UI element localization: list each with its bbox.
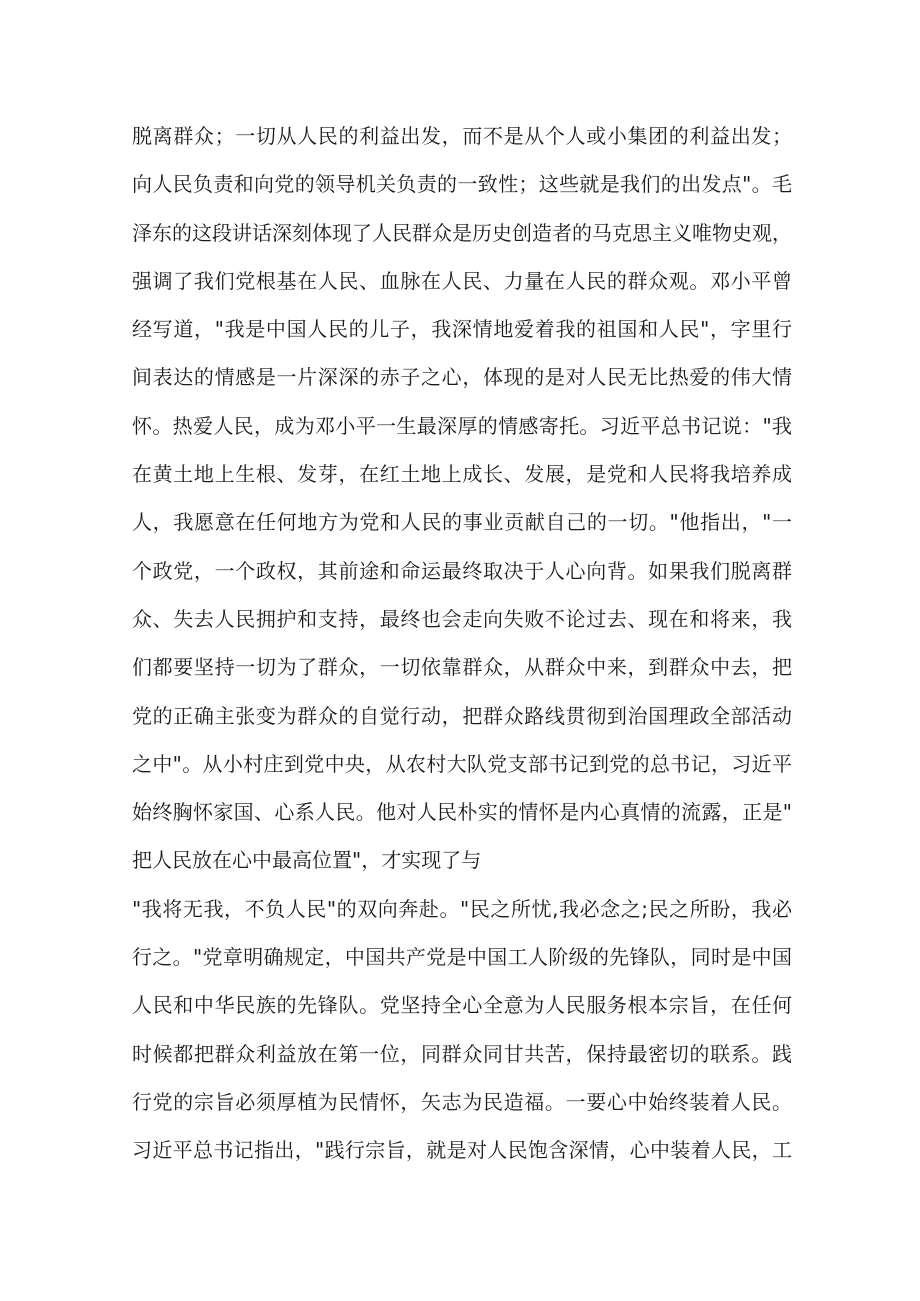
text-line-14: 之中"。从小村庄到党中央，从农村大队党支部书记到党的总书记，习近平 [132,751,792,776]
text-line-16: 把人民放在心中最高位置"，才实现了与 [132,848,482,873]
text-line-18: 行之。"党章明确规定，中国共产党是中国工人阶级的先锋队，同时是中国 [132,945,792,970]
text-line-1: 脱离群众；一切从人民的利益出发，而不是从个人或小集团的利益出发； [132,124,792,148]
text-line-3: 泽东的这段讲话深刻体现了人民群众是历史创造者的马克思主义唯物史观， [132,220,792,245]
text-line-8: 在黄土地上生根、发芽，在红土地上成长、发展，是党和人民将我培养成 [132,462,792,487]
text-line-12: 们都要坚持一切为了群众，一切依靠群众，从群众中来，到群众中去，把 [132,655,792,680]
text-line-21: 行党的宗旨必须厚植为民情怀，矢志为民造福。一要心中始终装着人民。 [132,1089,792,1114]
text-line-4: 强调了我们党根基在人民、血脉在人民、力量在人民的群众观。邓小平曾 [132,268,792,293]
text-line-7: 怀。热爱人民，成为邓小平一生最深厚的情感寄托。习近平总书记说："我 [132,413,792,438]
text-line-22: 习近平总书记指出，"践行宗旨，就是对人民饱含深情，心中装着人民，工 [132,1138,792,1163]
text-line-13: 党的正确主张变为群众的自觉行动，把群众路线贯彻到治国理政全部活动 [132,703,792,728]
body-text [132,112,792,1175]
text-line-10: 个政党，一个政权，其前途和命运最终取决于人心向背。如果我们脱离群 [132,558,792,583]
text-line-20: 时候都把群众利益放在第一位，同群众同甘共苦，保持最密切的联系。践 [132,1041,792,1066]
text-line-2: 向人民负责和向党的领导机关负责的一致性；这些就是我们的出发点"。毛 [132,172,792,197]
text-line-11: 众、失去人民拥护和支持，最终也会走向失败不论过去、现在和将来，我 [132,606,792,631]
text-line-17: "我将无我，不负人民"的双向奔赴。"民之所忧,我必念之;民之所盼，我必 [132,896,792,921]
text-line-15: 始终胸怀家国、心系人民。他对人民朴实的情怀是内心真情的流露，正是" [132,800,792,825]
text-line-9: 人，我愿意在任何地方为党和人民的事业贡献自己的一切。"他指出，"一 [132,510,792,535]
text-line-5: 经写道，"我是中国人民的儿子，我深情地爱着我的祖国和人民"，字里行 [132,317,792,342]
text-line-6: 间表达的情感是一片深深的赤子之心，体现的是对人民无比热爱的伟大情 [132,365,792,390]
text-line-19: 人民和中华民族的先锋队。党坚持全心全意为人民服务根本宗旨，在任何 [132,993,792,1018]
